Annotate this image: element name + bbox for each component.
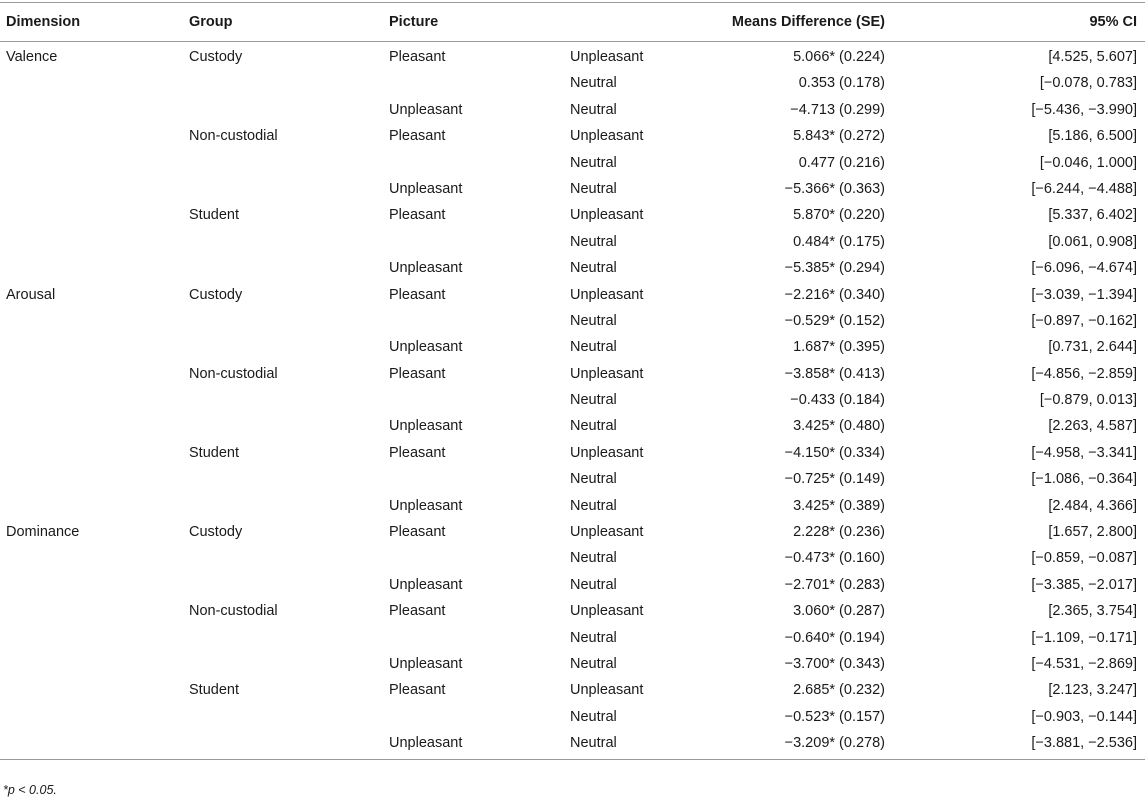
cell-compare: Neutral — [570, 629, 617, 646]
cell-compare: Neutral — [570, 260, 617, 277]
cell-ci: [−3.039, −1.394] — [1031, 286, 1137, 303]
cell-ci: [2.484, 4.366] — [1048, 497, 1137, 514]
cell-ci: [−4.958, −3.341] — [1031, 444, 1137, 461]
cell-compare: Unpleasant — [570, 603, 644, 620]
cell-compare: Unpleasant — [570, 286, 644, 303]
cell-picture: Pleasant — [389, 207, 446, 224]
cell-ci: [−0.879, 0.013] — [1039, 392, 1137, 409]
cell-means-difference: −4.150* (0.334) — [784, 444, 885, 461]
cell-group: Custody — [189, 286, 243, 303]
data-table — [0, 2, 1145, 760]
table-row — [0, 413, 1145, 439]
cell-group: Student — [189, 682, 239, 699]
table-row — [0, 493, 1145, 519]
cell-means-difference: −5.366* (0.363) — [784, 180, 885, 197]
cell-means-difference: −0.473* (0.160) — [784, 550, 885, 567]
cell-means-difference: 0.484* (0.175) — [793, 233, 885, 250]
cell-group: Custody — [189, 49, 243, 65]
cell-dimension: Arousal — [6, 286, 56, 303]
table-row — [0, 677, 1145, 703]
cell-ci: [−1.109, −0.171] — [1031, 629, 1137, 646]
cell-means-difference: −3.858* (0.413) — [784, 365, 885, 382]
cell-compare: Unpleasant — [570, 128, 644, 145]
cell-picture: Pleasant — [389, 365, 446, 382]
cell-compare: Unpleasant — [570, 49, 644, 65]
table-row — [0, 651, 1145, 677]
cell-picture: Pleasant — [389, 524, 446, 541]
cell-ci: [−6.244, −4.488] — [1031, 180, 1137, 197]
table-header — [0, 2, 1145, 42]
cell-means-difference: 2.228* (0.236) — [793, 524, 885, 541]
table-row — [0, 704, 1145, 730]
cell-ci: [2.123, 3.247] — [1048, 682, 1137, 699]
cell-picture: Unpleasant — [389, 418, 463, 435]
cell-picture: Unpleasant — [389, 180, 463, 197]
cell-compare: Neutral — [570, 75, 617, 92]
cell-group: Non-custodial — [189, 128, 278, 145]
cell-compare: Neutral — [570, 339, 617, 356]
table-row — [0, 519, 1145, 545]
table-row — [0, 308, 1145, 334]
cell-means-difference: 5.843* (0.272) — [793, 128, 885, 145]
cell-ci: [2.365, 3.754] — [1048, 603, 1137, 620]
footnote: *p < 0.05. — [3, 783, 57, 797]
cell-means-difference: −0.529* (0.152) — [784, 312, 885, 329]
cell-ci: [−3.385, −2.017] — [1031, 576, 1137, 593]
cell-ci: [5.337, 6.402] — [1048, 207, 1137, 224]
cell-means-difference: 3.060* (0.287) — [793, 603, 885, 620]
cell-means-difference: −4.713 (0.299) — [790, 101, 885, 118]
cell-means-difference: −2.216* (0.340) — [784, 286, 885, 303]
table-row — [0, 598, 1145, 624]
cell-group: Non-custodial — [189, 603, 278, 620]
cell-compare: Neutral — [570, 233, 617, 250]
header-means-difference: Means Difference (SE) — [731, 14, 885, 30]
cell-picture: Unpleasant — [389, 101, 463, 118]
cell-group: Student — [189, 207, 239, 224]
cell-picture: Unpleasant — [389, 735, 463, 752]
cell-means-difference: −5.385* (0.294) — [784, 260, 885, 277]
cell-compare: Neutral — [570, 180, 617, 197]
cell-compare: Neutral — [570, 392, 617, 409]
table-row — [0, 730, 1145, 756]
cell-picture: Unpleasant — [389, 339, 463, 356]
cell-picture: Unpleasant — [389, 260, 463, 277]
cell-means-difference: 5.066* (0.224) — [793, 49, 885, 65]
table-row — [0, 70, 1145, 96]
cell-means-difference: 3.425* (0.480) — [793, 418, 885, 435]
cell-ci: [−5.436, −3.990] — [1031, 101, 1137, 118]
table-row — [0, 282, 1145, 308]
table-row — [0, 229, 1145, 255]
cell-means-difference: −0.433 (0.184) — [790, 392, 885, 409]
cell-compare: Neutral — [570, 312, 617, 329]
cell-means-difference: −3.209* (0.278) — [784, 735, 885, 752]
cell-compare: Neutral — [570, 497, 617, 514]
header-picture: Picture — [389, 14, 439, 30]
cell-picture: Unpleasant — [389, 497, 463, 514]
cell-picture: Pleasant — [389, 286, 446, 303]
cell-ci: [−4.856, −2.859] — [1031, 365, 1137, 382]
cell-ci: [−0.078, 0.783] — [1039, 75, 1137, 92]
cell-picture: Unpleasant — [389, 576, 463, 593]
cell-compare: Unpleasant — [570, 524, 644, 541]
cell-group: Student — [189, 444, 239, 461]
cell-ci: [−0.859, −0.087] — [1031, 550, 1137, 567]
cell-means-difference: −2.701* (0.283) — [784, 576, 885, 593]
cell-compare: Neutral — [570, 655, 617, 672]
cell-compare: Unpleasant — [570, 207, 644, 224]
table-row — [0, 572, 1145, 598]
table-row — [0, 466, 1145, 492]
cell-group: Custody — [189, 524, 243, 541]
cell-compare: Neutral — [570, 576, 617, 593]
cell-picture: Pleasant — [389, 682, 446, 699]
cell-compare: Neutral — [570, 708, 617, 725]
cell-means-difference: 1.687* (0.395) — [793, 339, 885, 356]
cell-ci: [−3.881, −2.536] — [1031, 735, 1137, 752]
table-row — [0, 123, 1145, 149]
cell-means-difference: −3.700* (0.343) — [784, 655, 885, 672]
cell-means-difference: −0.725* (0.149) — [784, 471, 885, 488]
cell-ci: [5.186, 6.500] — [1048, 128, 1137, 145]
cell-means-difference: 0.477 (0.216) — [798, 154, 885, 171]
cell-dimension: Valence — [6, 49, 58, 65]
cell-ci: [0.061, 0.908] — [1048, 233, 1137, 250]
table-row — [0, 387, 1145, 413]
cell-compare: Neutral — [570, 418, 617, 435]
cell-ci: [2.263, 4.587] — [1048, 418, 1137, 435]
cell-picture: Pleasant — [389, 603, 446, 620]
table-body — [0, 42, 1145, 760]
table-row — [0, 97, 1145, 123]
cell-compare: Unpleasant — [570, 365, 644, 382]
header-dimension: Dimension — [6, 14, 81, 30]
cell-compare: Neutral — [570, 550, 617, 567]
cell-compare: Unpleasant — [570, 444, 644, 461]
table-row — [0, 625, 1145, 651]
cell-picture: Pleasant — [389, 444, 446, 461]
cell-compare: Neutral — [570, 471, 617, 488]
cell-compare: Unpleasant — [570, 682, 644, 699]
table-row — [0, 150, 1145, 176]
cell-means-difference: 2.685* (0.232) — [793, 682, 885, 699]
cell-picture: Pleasant — [389, 128, 446, 145]
cell-means-difference: −0.523* (0.157) — [784, 708, 885, 725]
cell-ci: [1.657, 2.800] — [1048, 524, 1137, 541]
table-row — [0, 334, 1145, 360]
cell-means-difference: −0.640* (0.194) — [784, 629, 885, 646]
cell-ci: [−4.531, −2.869] — [1031, 655, 1137, 672]
cell-ci: [0.731, 2.644] — [1048, 339, 1137, 356]
header-group: Group — [189, 14, 233, 30]
cell-compare: Neutral — [570, 735, 617, 752]
table-row — [0, 545, 1145, 571]
table-row — [0, 202, 1145, 228]
cell-picture: Unpleasant — [389, 655, 463, 672]
cell-group: Non-custodial — [189, 365, 278, 382]
cell-means-difference: 3.425* (0.389) — [793, 497, 885, 514]
cell-compare: Neutral — [570, 101, 617, 118]
cell-ci: [−1.086, −0.364] — [1031, 471, 1137, 488]
cell-picture: Pleasant — [389, 49, 446, 65]
cell-compare: Neutral — [570, 154, 617, 171]
cell-means-difference: 5.870* (0.220) — [793, 207, 885, 224]
cell-ci: [4.525, 5.607] — [1048, 49, 1137, 65]
cell-ci: [−0.046, 1.000] — [1039, 154, 1137, 171]
cell-dimension: Dominance — [6, 524, 80, 541]
table-row — [0, 255, 1145, 281]
table-row — [0, 440, 1145, 466]
cell-ci: [−6.096, −4.674] — [1031, 260, 1137, 277]
cell-ci: [−0.903, −0.144] — [1031, 708, 1137, 725]
header-ci: 95% CI — [1089, 14, 1137, 30]
table-row — [0, 44, 1145, 70]
cell-means-difference: 0.353 (0.178) — [798, 75, 885, 92]
table-row — [0, 361, 1145, 387]
cell-ci: [−0.897, −0.162] — [1031, 312, 1137, 329]
table-row — [0, 176, 1145, 202]
